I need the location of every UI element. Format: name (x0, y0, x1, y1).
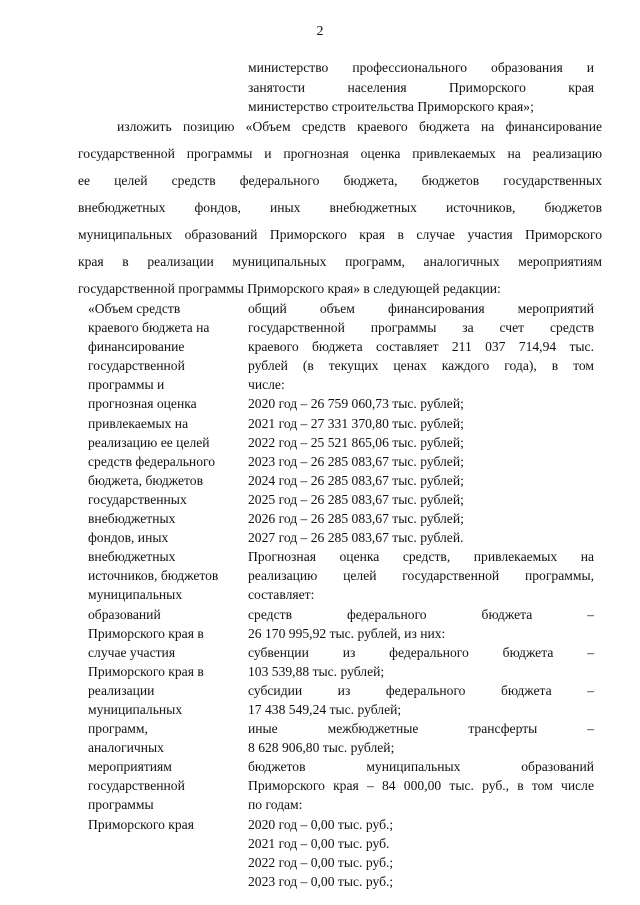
label-line: мероприятиям (88, 759, 172, 775)
value-line: 2021 год – 0,00 тыс. руб. (248, 835, 390, 851)
value-line: рублей (в текущих ценах каждого года), в том (248, 358, 594, 374)
label-line: муниципальных (88, 587, 183, 603)
page-number: 2 (316, 24, 324, 39)
instruction-line: ее целей средств федерального бюджета, бюджетов государственных (78, 173, 602, 188)
value-line: 103 539,88 тыс. рублей; (248, 663, 385, 679)
label-line: программ, (88, 721, 148, 737)
value-line: 2022 год – 25 521 865,06 тыс. рублей; (248, 434, 464, 450)
instruction-line: муниципальных образований Приморского края в случае участия Приморского (78, 227, 602, 242)
value-line: Приморского края – 84 000,00 тыс. руб., в том числе (248, 778, 594, 794)
value-line: общий объем финансирования мероприятий (248, 301, 594, 316)
amendment-instruction (78, 113, 602, 302)
label-line: реализации (88, 682, 155, 698)
label-line: программы и (88, 377, 165, 393)
value-line: 26 170 995,92 тыс. рублей, из них: (248, 625, 446, 641)
instruction-line: изложить позицию «Объем средств краевого бюджета на финансирование (117, 119, 602, 134)
value-line: 2021 год – 27 331 370,80 тыс. рублей; (248, 415, 464, 431)
label-line: привлекаемых на (88, 415, 189, 431)
label-line: образований (88, 606, 161, 622)
value-line: 2020 год – 26 759 060,73 тыс. рублей; (248, 396, 464, 412)
label-line: прогнозная оценка (88, 396, 197, 412)
label-line: средств федерального (88, 453, 216, 469)
instruction-line: государственной программы и прогнозная оценка привлекаемых на реализацию (78, 146, 602, 161)
value-line: краевого бюджета составляет 211 037 714,94 тыс. (248, 339, 594, 355)
label-line: Приморского края в (88, 625, 204, 641)
value-line: бюджетов муниципальных образований (248, 759, 594, 775)
value-line: Прогнозная оценка средств, привлекаемых на (248, 549, 594, 565)
value-line: по годам: (248, 797, 303, 813)
label-line: государственной (88, 358, 185, 374)
value-line: составляет: (248, 587, 315, 603)
label-line: программы (88, 797, 154, 813)
label-line: Приморского края в (88, 663, 204, 679)
table-label-column (88, 299, 240, 834)
label-line: государственной (88, 778, 185, 794)
value-line: 2022 год – 0,00 тыс. руб.; (248, 854, 394, 870)
label-line: реализацию ее целей (88, 434, 210, 450)
label-line: аналогичных (88, 740, 164, 756)
table-value-column (248, 299, 594, 891)
ministry-line: министерство профессионального образования и (248, 60, 594, 75)
instruction-line: государственной программы Приморского края» в следующей редакции: (78, 281, 501, 296)
label-line: бюджета, бюджетов (88, 472, 204, 488)
ministries-list (248, 58, 594, 117)
value-line: 17 438 549,24 тыс. рублей; (248, 701, 402, 717)
label-line: «Объем средств (88, 301, 181, 316)
value-line: 2020 год – 0,00 тыс. руб.; (248, 816, 394, 832)
label-line: финансирование (88, 339, 185, 355)
label-line: внебюджетных (88, 511, 176, 527)
ministry-line: министерство строительства Приморского края»; (248, 99, 534, 114)
value-line: субсидии из федерального бюджета – (248, 682, 594, 698)
label-line: фондов, иных (88, 530, 169, 546)
value-line: реализацию целей государственной программы, (248, 568, 594, 584)
value-line: 2025 год – 26 285 083,67 тыс. рублей; (248, 491, 464, 507)
value-line: 2026 год – 26 285 083,67 тыс. рублей; (248, 511, 464, 527)
label-line: государственных (88, 491, 187, 507)
value-line: субвенции из федерального бюджета – (248, 644, 594, 660)
label-line: внебюджетных (88, 549, 176, 565)
label-line: случае участия (88, 644, 176, 660)
value-line: 2027 год – 26 285 083,67 тыс. рублей. (248, 530, 464, 546)
value-line: 2023 год – 26 285 083,67 тыс. рублей; (248, 453, 464, 469)
ministry-line: занятости населения Приморского края (248, 79, 594, 95)
value-line: государственной программы за счет средств (248, 320, 594, 336)
value-line: числе: (248, 377, 285, 393)
value-line: 2024 год – 26 285 083,67 тыс. рублей; (248, 472, 464, 488)
label-line: источников, бюджетов (88, 568, 219, 584)
instruction-line: края в реализации муниципальных программ, аналогичных мероприятиям (78, 254, 602, 269)
value-line: 2023 год – 0,00 тыс. руб.; (248, 873, 394, 889)
value-line: иные межбюджетные трансферты – (248, 721, 594, 737)
value-line: средств федерального бюджета – (248, 606, 594, 622)
label-line: Приморского края (88, 816, 194, 832)
instruction-line: внебюджетных фондов, иных внебюджетных источников, бюджетов (78, 200, 602, 215)
label-line: краевого бюджета на (88, 320, 210, 336)
value-line: 8 628 906,80 тыс. рублей; (248, 740, 395, 756)
label-line: муниципальных (88, 701, 183, 717)
